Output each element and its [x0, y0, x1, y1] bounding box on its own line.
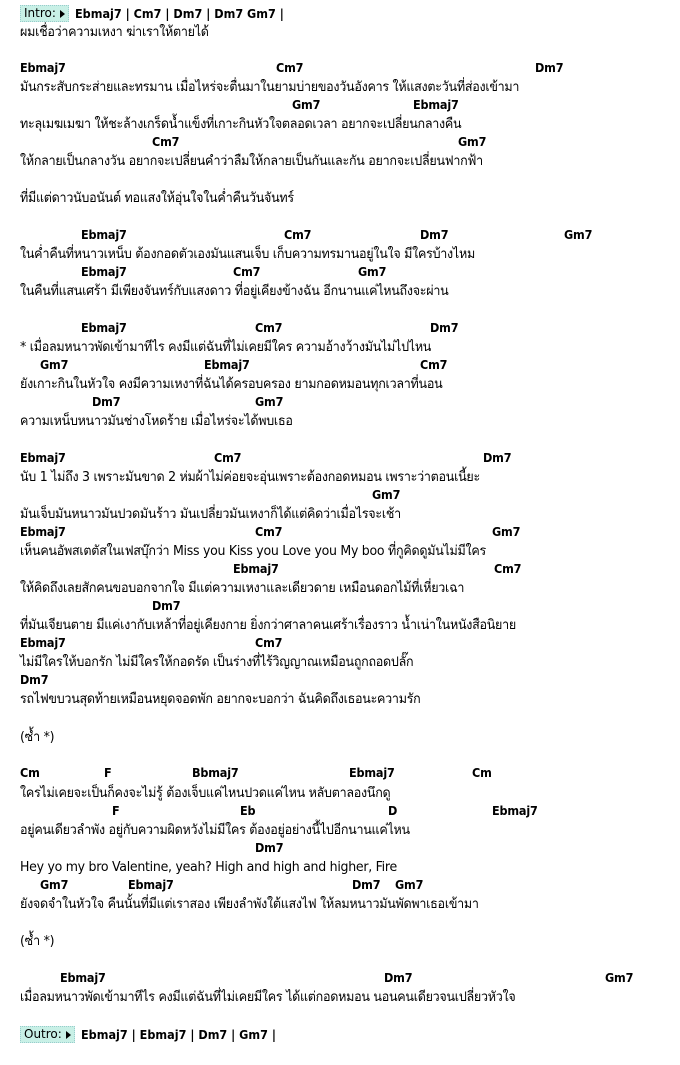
lyric-text: ใครไม่เคยจะเป็นก็คงจะไม่รู้ ต้องเจ็บแค่ไหนปวดแค่ไหน หลับตาลองนึกดู [20, 785, 391, 801]
chord: Dm7 [483, 450, 512, 465]
chord-line [20, 132, 660, 151]
chord: Cm [20, 765, 40, 780]
lyric-text: รถไฟขบวนสุดท้ายเหมือนหยุดจอดพัก อยากจะบอกว่า ฉันคิดถึงเธอนะความรัก [20, 691, 421, 707]
chord: Cm [472, 765, 492, 780]
lyric-text: ให้คิดถึงเลยสักคนขอบอกจากใจ มีแต่ความเหงาและเดียวดาย เหมือนดอกไม้ที่เหี่ยวเฉา [20, 580, 465, 596]
lyric-line [20, 540, 521, 559]
chord: F [104, 765, 112, 780]
lyric-text: Hey yo my bro Valentine, yeah? High and high and higher, Fire [20, 859, 397, 875]
chord: Dm7 [430, 320, 459, 335]
chord-line [20, 448, 660, 467]
intro-badge[interactable] [20, 5, 69, 22]
chord: Gm7 [40, 877, 69, 892]
lyric-text: ความเหน็บหนาวมันช่างโหดร้าย เมื่อไหร่จะได้พบเธอ [20, 413, 293, 429]
chord: Dm7 [420, 227, 449, 242]
lyric-text: ไม่มีใครให้บอกรัก ไม่มีใครให้กอดรัด เป็นร่างที่ไร้วิญญาณเหมือนถูกถอดปลั๊ก [20, 654, 414, 670]
lyric-line [20, 150, 518, 169]
chord-line [20, 262, 660, 281]
chord-line [20, 596, 660, 615]
play-triangle-icon [60, 10, 65, 18]
chord-line [20, 225, 660, 244]
lyric-line [20, 930, 57, 949]
intro-chords: Ebmaj7 | Cm7 | Dm7 | Dm7 Gm7 | [74, 6, 284, 21]
lyric-line [20, 614, 553, 633]
chord: Gm7 [292, 97, 321, 112]
chord-line [20, 559, 660, 578]
chord: Ebmaj7 [128, 877, 174, 892]
chord: Cm7 [276, 60, 304, 75]
lyric-text: ในค่ำคืนที่หนาวเหน็บ ต้องกอดตัวเองมันแสนเจ็บ เก็บความทรมานอยู่ในใจ มีใครบ้างไหม [20, 246, 475, 262]
lyric-line [20, 410, 313, 429]
lyric-text: เห็นคนอัพสเตตัสในเฟสบุ๊กว่า Miss you Kiss you Love you My boo ที่กูคิดดูมันไม่มีใคร [20, 543, 486, 559]
outro-row [20, 1024, 297, 1043]
outro-badge[interactable] [20, 1026, 75, 1043]
chord: Ebmaj7 [413, 97, 459, 112]
chord: Ebmaj7 [20, 524, 66, 539]
outro-chords: Ebmaj7 | Ebmaj7 | Dm7 | Gm7 | [80, 1027, 276, 1042]
chord-line [20, 318, 660, 337]
chord: Ebmaj7 [492, 803, 538, 818]
chord: Eb [240, 803, 256, 818]
lyric-line [20, 651, 443, 670]
lyric-text: ให้กลายเป็นกลางวัน อยากจะเปลี่ยนคำว่าลืมให้กลายเป็นกันและกัน อยากจะเปลี่ยนฟากฟ้า [20, 153, 483, 169]
lyric-line [20, 503, 430, 522]
lyric-line [20, 782, 418, 801]
chord: Ebmaj7 [60, 970, 106, 985]
lyric-text: ที่มีแต่ดาวนับอนันต์ ทอแสงให้อุ่นใจในค่ำคืนวันจันทร์ [20, 190, 294, 206]
chord: Gm7 [458, 134, 487, 149]
chord-line [20, 801, 660, 820]
chord: Dm7 [384, 970, 413, 985]
chord: Ebmaj7 [349, 765, 395, 780]
lyric-line [20, 280, 481, 299]
chord: Ebmaj7 [20, 60, 66, 75]
chord-line [20, 522, 660, 541]
lyric-line [20, 577, 498, 596]
lyric-text: นับ 1 ไม่ถึง 3 เพราะมันขาด 2 ห่มผ้าไม่ค่อยจะอุ่นเพราะต้องกอดหมอน เพราะว่าตอนเนี้ยะ [20, 469, 480, 485]
lyric-line [20, 336, 462, 355]
chord: Cm7 [494, 561, 522, 576]
chord: Cm7 [255, 635, 283, 650]
intro-label: Intro: [24, 6, 56, 20]
chord: Ebmaj7 [233, 561, 279, 576]
chord: Cm7 [152, 134, 180, 149]
chord: Gm7 [358, 264, 387, 279]
chord: Ebmaj7 [81, 264, 127, 279]
lyric-line [20, 819, 439, 838]
lyric-line [20, 373, 474, 392]
lyric-line [20, 243, 509, 262]
chord: F [112, 803, 120, 818]
lyric-text: (ซ้ำ *) [20, 933, 55, 949]
chord: Dm7 [352, 877, 381, 892]
chord: Gm7 [492, 524, 521, 539]
chord: Dm7 [20, 672, 49, 687]
chord: Cm7 [255, 524, 283, 539]
chord: Bbmaj7 [192, 765, 239, 780]
chord: Dm7 [535, 60, 564, 75]
lyric-text: ยังเกาะกินในหัวใจ คงมีความเหงาที่ฉันได้ครอบครอง ยามกอดหมอนทุกเวลาที่นอน [20, 376, 443, 392]
lyric-text: ทะลุเมฆเมฆา ให้ชะล้างเกร็ดน้ำแข็งที่เกาะกินหัวใจตลอดเวลา อยากจะเปลี่ยนกลางคืน [20, 116, 462, 132]
chord: Ebmaj7 [81, 227, 127, 242]
lyric-line [20, 986, 553, 1005]
lyric-line [20, 893, 513, 912]
lyric-text: ในคืนที่แสนเศร้า มีเพียงจันทร์กับแสงดาว ที่อยู่เคียงข้างฉัน อีกนานแค่ไหนถึงจะผ่าน [20, 283, 449, 299]
play-triangle-icon [66, 1031, 71, 1039]
lyric-line [20, 187, 314, 206]
lyric-line [20, 856, 425, 875]
lyric-text: มันกระสับกระส่ายและทรมาน เมื่อไหร่จะตื่นมาในยามบ่ายของวันอังคาร ให้แสงตะวันที่ส่องเข้ามา [20, 79, 520, 95]
chord-line [20, 392, 660, 411]
chord: Gm7 [40, 357, 69, 372]
lyric-text: ผมเชื่อว่าความเหงา ฆ่าเราให้ตายได้ [20, 24, 209, 40]
chord: Dm7 [92, 394, 121, 409]
chord: Gm7 [395, 877, 424, 892]
chord: Ebmaj7 [204, 357, 250, 372]
chord: Cm7 [233, 264, 261, 279]
chord-line [20, 838, 660, 857]
chord-line [20, 95, 660, 114]
chord: D [388, 803, 398, 818]
chord-line [20, 58, 660, 77]
chord: Dm7 [152, 598, 181, 613]
chord-line [20, 875, 660, 894]
lyric-line [20, 76, 557, 95]
chord-line [20, 763, 660, 782]
chord: Ebmaj7 [81, 320, 127, 335]
lyric-line [20, 726, 57, 745]
lyric-text: อยู่คนเดียวลำพัง อยู่กับความผิดหวังไม่มีใคร ต้องอยู่อย่างนี้ไปอีกนานแค่ไหน [20, 822, 410, 838]
chord: Ebmaj7 [20, 635, 66, 650]
outro-label: Outro: [24, 1027, 62, 1041]
chord: Gm7 [564, 227, 593, 242]
lyric-text: ที่มันเจียนตาย มีแค่เงากับเหล้าที่อยู่เคียงกาย ยิ่งกว่าศาลาคนเศร้าเรื่องราว น้ำเน่าในหนังสือนิยาย [20, 617, 516, 633]
chord: Gm7 [372, 487, 401, 502]
lyric-line [20, 688, 451, 707]
lyric-line [20, 466, 515, 485]
lyric-text: ยังจดจำในหัวใจ คืนนั้นที่มีแต่เราสอง เพียงลำพังใต้แสงไฟ ให้ลมหนาวมันพัดพาเธอเข้ามา [20, 896, 479, 912]
chord: Gm7 [605, 970, 634, 985]
chord: Cm7 [284, 227, 312, 242]
chord: Ebmaj7 [20, 450, 66, 465]
chord-line [20, 670, 660, 689]
lyric-text: (ซ้ำ *) [20, 729, 55, 745]
chord: Cm7 [420, 357, 448, 372]
chord-line [20, 633, 660, 652]
lyric-line [20, 21, 223, 40]
chord: Cm7 [214, 450, 242, 465]
chord-line [20, 485, 660, 504]
lyric-text: เมื่อลมหนาวพัดเข้ามาทีไร คงมีแต่ฉันที่ไม่เคยมีใคร ได้แต่กอดหมอน นอนคนเดียวจนเปลี่ยวหัวใจ [20, 989, 516, 1005]
lyric-line [20, 113, 495, 132]
chord-line [20, 968, 660, 987]
lyric-text: มันเจ็บมันหนาวมันปวดมันร้าว มันเปลี่ยวมันเหงาก็ได้แต่คิดว่าเมื่อไรจะเช้า [20, 506, 401, 522]
lyric-text: * เมื่อลมหนาวพัดเข้ามาทีไร คงมีแต่ฉันที่ไม่เคยมีใคร ความอ้างว้างมันไม่ไปไหน [20, 339, 432, 355]
chord: Dm7 [255, 840, 284, 855]
intro-row [20, 3, 307, 22]
chord: Gm7 [255, 394, 284, 409]
chord-line [20, 355, 660, 374]
chord: Cm7 [255, 320, 283, 335]
